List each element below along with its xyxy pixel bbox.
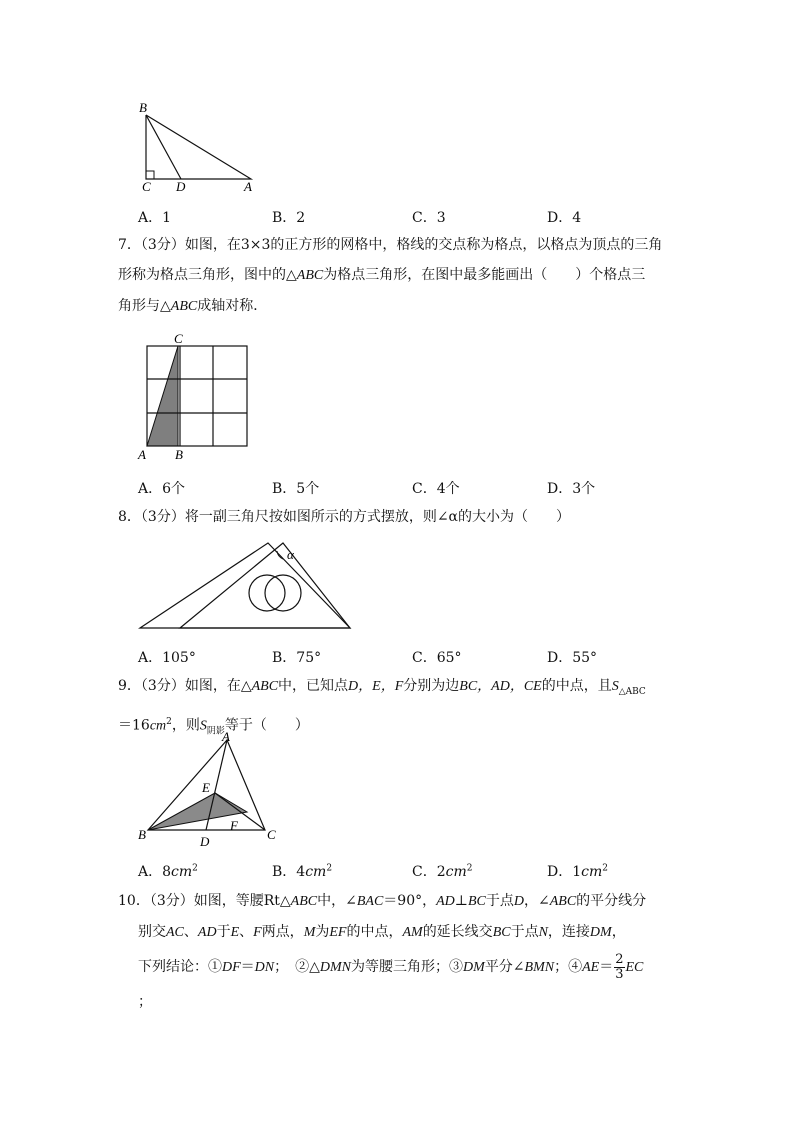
- q7-line3-part-a: 角形与△: [118, 298, 171, 314]
- q7-line2-abc: ABC: [296, 268, 324, 283]
- q10-l2-j: M: [303, 925, 316, 940]
- q8-circle-left: [249, 575, 285, 611]
- q10-l3-a: 下列结论：①: [138, 959, 222, 975]
- q10-l3-n: EC: [625, 960, 644, 975]
- q10-l3-j: BMN: [524, 960, 555, 975]
- q9-l2-a: ＝16: [118, 717, 150, 734]
- q7-option-b[interactable]: B．5个: [272, 481, 320, 497]
- q10-fraction: [614, 953, 624, 982]
- q9-l1-a: 9．（3分）如图，在△: [118, 678, 252, 694]
- q10-l3-g: 为等腰三角形；③: [351, 959, 464, 975]
- q7-grid-figure: [135, 330, 255, 465]
- q9-option-c-value: C．2: [412, 864, 446, 880]
- q9-option-b-unit: cm: [305, 864, 327, 880]
- q10-line-1: [118, 886, 646, 917]
- q10-l2-g: 、: [239, 924, 254, 940]
- q10-l3-l: AE: [582, 960, 600, 975]
- q10-l1-j: D: [513, 894, 524, 909]
- q9-option-c-sup: 2: [466, 863, 473, 874]
- q8-stem: [118, 502, 570, 532]
- q6-label-d: D: [176, 179, 186, 194]
- q10-l1-b: ABC: [290, 894, 318, 909]
- q10-stem: [118, 886, 646, 1017]
- q8-option-d[interactable]: D．55°: [547, 650, 598, 666]
- q9-l1-e: 分别为边: [403, 678, 460, 694]
- q10-l3-b: DF: [222, 960, 241, 975]
- q8-figure: [135, 538, 355, 634]
- q8-line-1: 8．（3分）将一副三角尺按如图所示的方式摆放，则∠α的大小为（ ）: [118, 509, 570, 525]
- q7-line-1: 7．（3分）如图，在3×3的正方形的网格中，格线的交点称为格点，以格点为顶点的三角: [118, 237, 663, 253]
- q6-right-angle-mark: [146, 171, 154, 179]
- q10-l2-p: BC: [492, 925, 511, 940]
- q8-circle-right: [265, 575, 301, 611]
- q8-option-b[interactable]: B．75°: [272, 650, 322, 666]
- q8-triangle-1: [140, 543, 350, 628]
- q10-l2-d: AD: [197, 925, 217, 940]
- q6-segment-bd: [146, 115, 181, 179]
- q9-option-c[interactable]: [412, 861, 472, 881]
- q10-fraction-numerator: 2: [615, 951, 624, 967]
- q10-l1-a: 10．（3分）如图，等腰Rt△: [118, 893, 291, 909]
- q10-l2-s: ，连接: [547, 924, 590, 940]
- q10-l2-n: AM: [402, 925, 423, 940]
- q10-l2-k: 为: [315, 924, 330, 940]
- q10-l2-e: 于: [216, 924, 231, 940]
- q7-option-c[interactable]: C．4个: [412, 481, 460, 497]
- q6-options: [138, 207, 698, 227]
- q9-l1-def: D，E，F: [348, 679, 404, 694]
- q10-l2-o: 的延长线交: [422, 924, 493, 940]
- q10-l2-l: EF: [329, 925, 347, 940]
- q9-line-1: [118, 671, 646, 707]
- q9-l1-c: 中，已知点: [278, 678, 349, 694]
- q8-option-a[interactable]: A．105°: [138, 650, 196, 666]
- q6-option-b[interactable]: B．2: [272, 210, 306, 226]
- q9-label-b: B: [138, 827, 146, 842]
- q6-figure: [130, 95, 265, 195]
- q10-l3-m: ＝: [599, 959, 614, 975]
- q10-l2-f: E: [230, 925, 240, 940]
- q7-line-2: [118, 260, 662, 291]
- q7-triangle-abc: [147, 346, 178, 446]
- q10-l2-h: F: [253, 925, 262, 940]
- q9-option-a-value: A．8: [138, 864, 172, 880]
- q10-l2-b: AC: [166, 925, 184, 940]
- q7-line3-abc: ABC: [170, 299, 198, 314]
- q7-line2-part-c: 为格点三角形，在图中最多能画出（ ）个格点三: [323, 267, 646, 283]
- q10-l2-i: 两点，: [261, 924, 304, 940]
- q10-l2-q: 于点: [510, 924, 539, 940]
- q10-l1-c: 中，∠: [317, 893, 357, 909]
- q7-line-3: [118, 291, 662, 322]
- q7-label-a: A: [138, 447, 146, 462]
- q9-option-d-value: D．1: [547, 864, 582, 880]
- q9-options: [138, 861, 698, 881]
- q9-l1-sub: △ABC: [618, 686, 646, 697]
- q9-label-e: E: [202, 780, 210, 795]
- q9-l1-abc: ABC: [251, 679, 279, 694]
- q9-l2-d: 等于（ ）: [224, 717, 309, 734]
- q9-option-a[interactable]: [138, 861, 198, 881]
- q9-option-d-unit: cm: [581, 864, 603, 880]
- q9-l1-sides: BC，AD，CE: [459, 679, 542, 694]
- q10-l3-i: 平分∠: [484, 959, 525, 975]
- q9-l2-sup: 2: [166, 716, 172, 727]
- q7-line3-part-c: 成轴对称．: [197, 298, 268, 314]
- q9-option-c-unit: cm: [445, 864, 467, 880]
- q9-label-c: C: [267, 827, 276, 842]
- q6-option-c[interactable]: C．3: [412, 210, 446, 226]
- q8-triangle-2: [180, 543, 350, 628]
- q6-triangle: [146, 115, 251, 179]
- q9-label-a: A: [222, 730, 230, 744]
- q9-option-a-unit: cm: [171, 864, 193, 880]
- q10-l1-g: ⊥: [454, 893, 468, 909]
- q10-l1-i: 于点: [485, 893, 514, 909]
- q6-label-c: C: [142, 179, 151, 194]
- q8-option-c[interactable]: C．65°: [412, 650, 462, 666]
- q10-l1-m: 的平分线分: [576, 893, 647, 909]
- q8-label-alpha: α: [287, 547, 294, 562]
- q7-line2-part-a: 形称为格点三角形，图中的△: [118, 267, 297, 283]
- q6-option-a[interactable]: A．1: [138, 210, 172, 226]
- q10-l2-a: 别交: [138, 924, 166, 940]
- q7-option-a[interactable]: A．6个: [138, 481, 186, 497]
- q9-option-d[interactable]: [547, 861, 608, 881]
- q6-option-d[interactable]: D．4: [547, 210, 582, 226]
- q9-l1-g: 的中点，且: [541, 678, 612, 694]
- q9-label-d: D: [200, 834, 210, 849]
- q7-label-b: B: [175, 447, 183, 462]
- q6-label-a: A: [244, 179, 252, 194]
- q10-l1-d: BAC: [356, 894, 384, 909]
- q10-l2-m: 的中点，: [346, 924, 403, 940]
- q10-l2-u: ，: [611, 924, 626, 940]
- q10-l1-l: ABC: [549, 894, 577, 909]
- q9-option-b-sup: 2: [326, 863, 333, 874]
- q6-label-b: B: [139, 100, 147, 115]
- q10-fraction-denominator: 3: [615, 966, 624, 982]
- q9-option-a-sup: 2: [192, 863, 198, 874]
- q9-l1-s: S: [611, 679, 619, 694]
- q9-option-b-value: B．4: [272, 864, 306, 880]
- q10-l2-c: 、: [183, 924, 198, 940]
- q10-l1-h: BC: [467, 894, 486, 909]
- q10-l2-t: DM: [589, 925, 612, 940]
- q9-l2-sub: 阴影: [206, 726, 225, 737]
- q9-l2-c: ，则: [171, 717, 200, 734]
- q10-l2-r: N: [538, 925, 548, 940]
- q10-l3-f: DMN: [319, 960, 352, 975]
- q10-l1-e: ＝90°，: [383, 893, 437, 909]
- q7-stem: [118, 230, 662, 322]
- q9-option-d-sup: 2: [602, 863, 608, 874]
- q10-l1-f: AD: [436, 894, 455, 909]
- q10-l3-k: ；④: [554, 959, 583, 975]
- q10-line-2: [118, 917, 646, 948]
- q10-line-3: [118, 948, 646, 987]
- q7-option-d[interactable]: D．3个: [547, 481, 596, 497]
- q9-l2-s: S: [199, 718, 207, 734]
- q9-option-b[interactable]: [272, 861, 332, 881]
- q7-options: [138, 478, 698, 498]
- q9-label-f: F: [230, 818, 238, 833]
- q10-l3-c: ＝: [240, 959, 255, 975]
- q10-l1-k: ，∠: [523, 893, 550, 909]
- q10-l3-e: ； ②△: [274, 959, 320, 975]
- q8-options: [138, 647, 698, 667]
- q7-label-c: C: [174, 331, 183, 346]
- q10-l3-d: DN: [254, 960, 275, 975]
- q10-line-4: ；: [138, 994, 152, 1010]
- q9-figure: [135, 730, 285, 850]
- q9-l2-cm: cm: [149, 718, 167, 734]
- q10-l3-h: DM: [463, 960, 485, 975]
